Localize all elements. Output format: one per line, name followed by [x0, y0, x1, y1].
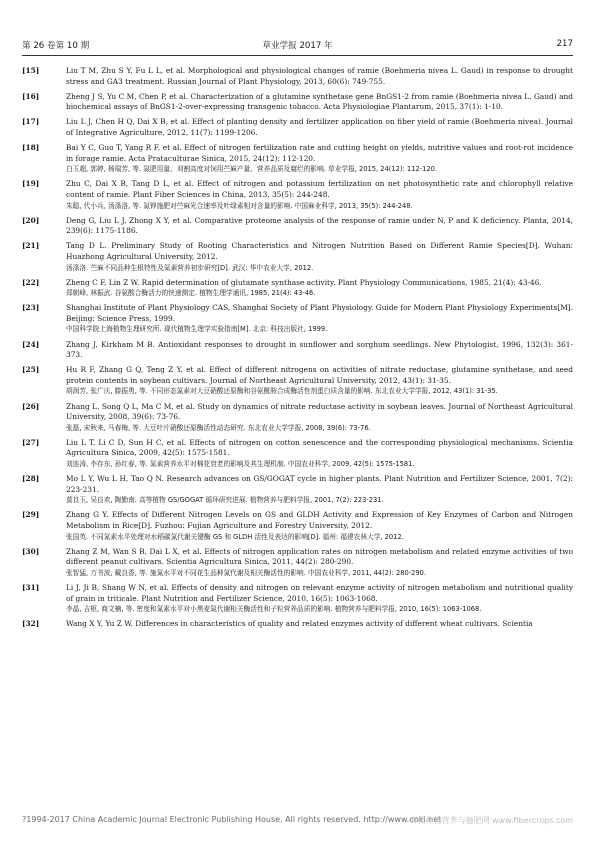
reference-english: Zheng C F, Lin Z W. Rapid determination of glutamate synthase activity. Plant Physiology Communications, 1985, 21(4): 43-46. [66, 277, 542, 287]
reference-body [66, 216, 573, 237]
reference-number: [31] [22, 582, 40, 592]
reference-chinese: 莫良玉, 吴良欢, 陶勤南. 高等植物 GS/GOGAT 循环研究进展. 植物营养与肥料学报, 2001, 7(2): 223-231. [66, 496, 384, 505]
reference-body [66, 365, 573, 397]
reference-english: Tang D L. Preliminary Study of Rooting Characteristics and Nitrogen Nutrition Based on Different Ramie Species[D]. Wuhan: Huazhong Agricultural University, 2012. [66, 241, 573, 261]
reference-body [66, 619, 573, 630]
reference-body [66, 66, 573, 87]
reference-english: Liu L J, Chen H Q, Dai X B, et al. Effect of planting density and fertilizer application on fiber yield of ramie (Boehmeria nivea). Journal of Integrative Agriculture, 2012, 11(7): 1199-1206. [66, 117, 573, 137]
reference-chinese: 中国科学院上海植物生理研究所. 现代植物生理学实验指南[M]. 北京: 科技出版社, 1999. [66, 325, 328, 334]
reference-body [66, 583, 573, 615]
reference-english: Hu R F, Zhang G Q, Teng Z Y, et al. Effect of different nitrogens on activities of nitrate reductase, glutamine synthetase, and seed protein contents in soybean cultivars. Journal of Northeast Agricultural University, 2012, 43(1): 31-35. [66, 365, 573, 385]
reference-chinese: 郑朝峰, 林振武. 谷氨酸合酶活力的快速测定. 植物生理学通讯, 1985, 21(4): 43-46. [66, 289, 316, 298]
reference-item [22, 583, 573, 615]
reference-english: Liu L T, Li C D, Sun H C, et al. Effects of nitrogen on cotton senescence and the corresponding physiological mechanisms. Scientia Agricultura Sinica, 2009, 42(5): 1575-1581. [66, 437, 573, 458]
reference-chinese: 汤涤洛. 苎麻不同品种生根特性及氮素营养初步研究[D]. 武汉: 华中农业大学, 2012. [66, 263, 314, 272]
volume-issue: 第 26 卷第 10 期 [22, 41, 90, 51]
reference-list [22, 66, 573, 634]
reference-body [66, 143, 573, 175]
reference-english: Zhang Z M, Wan S B, Dai L X, et al. Effects of nitrogen application rates on nitrogen metabolism and related enzyme activities of two different peanut cultivars. Scientia Agricultura Sinica, 2011, 44(2): 280-290. [66, 546, 573, 567]
reference-body [66, 241, 573, 273]
reference-item [22, 438, 573, 470]
reference-chinese: 张国英. 不同氮素水平处理对水稻碳氮代谢关键酶 GS 和 GLDH 活性及表达的影响[D]. 福州: 福建农林大学, 2012. [66, 532, 404, 541]
reference-number: [15] [22, 66, 40, 75]
reference-number: [21] [22, 241, 40, 251]
reference-number: [29] [22, 510, 40, 520]
reference-item [22, 92, 573, 113]
reference-english: Wang X Y, Yu Z W. Differences in characteristics of quality and related enzymes activity of different wheat cultivars. Scientia [66, 619, 533, 629]
reference-item [22, 340, 573, 361]
reference-chinese: 张智猛, 万书波, 戴良香, 等. 施氮水平对不同花生品种氮代谢及相关酶活性的影响. 中国农业科学, 2011, 44(2): 280-290. [66, 568, 427, 577]
journal-year: 草业学报 2017 年 [262, 41, 333, 51]
reference-number: [20] [22, 215, 40, 225]
reference-chinese: 胡润芳, 张广庆, 滕振勇, 等. 不同形态氮素对大豆硝酸还原酶和谷氨酰胺合成酶活性剂蛋白质含量的影响. 东北农业大学学报, 2012, 43(1): 31-35. [66, 387, 498, 396]
reference-number: [17] [22, 117, 40, 127]
reference-english: Deng G, Liu L J, Zhong X Y, et al. Comparative proteome analysis of the response of ramie under N, P and K deficiency. Planta, 2014, 239(6): 1175-1186. [66, 215, 573, 236]
reference-number: [26] [22, 401, 40, 411]
reference-english: Zhu C, Dai X B, Tang D L, et al. Effect of nitrogen and potassium fertilization on net photosynthetic rate and chlorophyll relative content of ramie. Plant Fiber Sciences in China, 2013, 35(5): 244-248. [66, 179, 573, 199]
reference-body [66, 117, 573, 138]
reference-item [22, 303, 573, 335]
reference-item [22, 619, 573, 630]
reference-number: [30] [22, 546, 40, 556]
reference-number: [16] [22, 91, 40, 101]
reference-item [22, 179, 573, 211]
reference-english: Shanghai Institute of Plant Physiology CAS, Shanghai Society of Plant Physiology. Guide for Modern Plant Physiology Experiments[M]. Beijing: Science Press, 1999. [66, 303, 573, 323]
reference-item [22, 66, 573, 87]
reference-item [22, 143, 573, 175]
reference-number: [25] [22, 365, 40, 375]
reference-item [22, 117, 573, 138]
page-number: 217 [556, 39, 573, 49]
reference-number: [19] [22, 179, 40, 189]
reference-number: [27] [22, 437, 40, 447]
reference-body [66, 340, 573, 361]
reference-chinese: 朱聪, 代小兵, 汤涤洛, 等. 氮钾施肥对苎麻光合速率及叶绿素相对含量的影响. 中国麻业科学, 2013, 35(5): 244-248. [66, 201, 413, 210]
reference-english: Zhang G Y. Effects of Different Nitrogen Levels on GS and GLDH Activity and Expression of Key Enzymes of Carbon and Nitrogen Metabolism in Rice[D]. Fuzhou: Fujian Agriculture and Forestry University, 2012. [66, 510, 573, 530]
reference-english: Liu T M, Zhu S Y, Fu L L, et al. Morphological and physiological changes of ramie (Boehmeria nivea L. Gaud) in response to drought stress and GA3 treatment. Russian Journal of Plant Physiology, 2013, 60(6): 749-755. [66, 66, 573, 86]
page-footer [22, 815, 573, 829]
reference-number: [23] [22, 303, 40, 313]
reference-body [66, 303, 573, 335]
reference-item [22, 241, 573, 273]
reference-english: Zhang J, Kirkham M B. Antioxidant responses to drought in sunflower and sorghum seedlings. New Phytologist, 1996, 132(3): 361-373. [66, 339, 573, 360]
reference-body [66, 278, 573, 299]
reference-chinese: 刘连涛, 李存东, 孙红春, 等. 氮素营养水平对棉花衰老的影响及其生理机制. 中国农业科学, 2009, 42(5): 1575-1581. [66, 460, 415, 468]
reference-body [66, 92, 573, 113]
reference-body [66, 438, 573, 470]
reference-item [22, 547, 573, 579]
reference-english: Mo L Y, Wu L H, Tao Q N. Research advances on GS/GOGAT cycle in higher plants. Plant Nutrition and Fertilizer Science, 2001, 7(2): 223-231. [66, 474, 573, 494]
header-rule [22, 55, 573, 56]
reference-item [22, 216, 573, 237]
reference-english: Zheng J S, Yu C M, Chen P, et al. Characterization of a glutamine synthetase gene BnGS1-2 from ramie (Boehmeria nivea L. Gaud) and biochemical assays of BnGS1-2-over-expressing transgenic tobacco. Acta Physiologiae Plantarum, 2015, 37(1): 1-10. [66, 91, 573, 112]
reference-number: [32] [22, 619, 40, 629]
reference-item [22, 510, 573, 542]
reference-english: Li J, Ji B, Shang W N, et al. Effects of density and nitrogen on relevant enzyme activity of nitrogen metabolism and nutritional quality of grain in triticale. Plant Nutrition and Fertilizer Science, 2010, 16(5): 1063-1068. [66, 582, 573, 603]
reference-english: Zhang L, Song Q L, Ma C M, et al. Study on dynamics of nitrate reductase activity in soybean leaves. Journal of Northeast Agricultural University, 2008, 39(6): 73-76. [66, 401, 573, 422]
reference-chinese: 白玉超, 郭婷, 杨瑞芳, 等. 氮肥用量、刈割高度对饲用苎麻产量、营养品质及腐烂的影响. 草业学报, 2015, 24(12): 112-120. [66, 165, 437, 174]
reference-number: [22] [22, 277, 40, 287]
reference-english: Bai Y C, Guo T, Yang R F, et al. Effect of nitrogen fertilization rate and cutting height on yields, nutritive values and root-rot incidence in forage ramie. Acta Prataculturae Sinica, 2015, 24(12): 112-120. [66, 143, 573, 163]
reference-item [22, 365, 573, 397]
reference-item [22, 474, 573, 506]
reference-body [66, 179, 573, 211]
reference-number: [24] [22, 339, 40, 349]
reference-body [66, 510, 573, 542]
reference-body [66, 402, 573, 434]
reference-body [66, 474, 573, 506]
reference-number: [18] [22, 143, 40, 153]
watermark: 麻类作物营养与施肥网 www.fibercrops.com [409, 816, 573, 825]
reference-chinese: 李晶, 吉枢, 商文楠, 等. 密度和氮素水平对小黑麦氮代谢相关酶活性和子粒营养品质的影响. 植物营养与肥料学报, 2010, 16(5): 1063-1068. [66, 605, 482, 614]
reference-item [22, 402, 573, 434]
reference-item [22, 278, 573, 299]
reference-number: [28] [22, 474, 40, 484]
reference-chinese: 张磊, 宋秋来, 马春梅, 等. 大豆叶片硝酸还原酶活性动态研究. 东北农业大学学报, 2008, 39(6): 73-76. [66, 423, 371, 432]
reference-body [66, 547, 573, 579]
copyright-notice: ?1994-2017 China Academic Journal Electronic Publishing House. All rights reserved. http://www.cnki.net [22, 815, 442, 824]
